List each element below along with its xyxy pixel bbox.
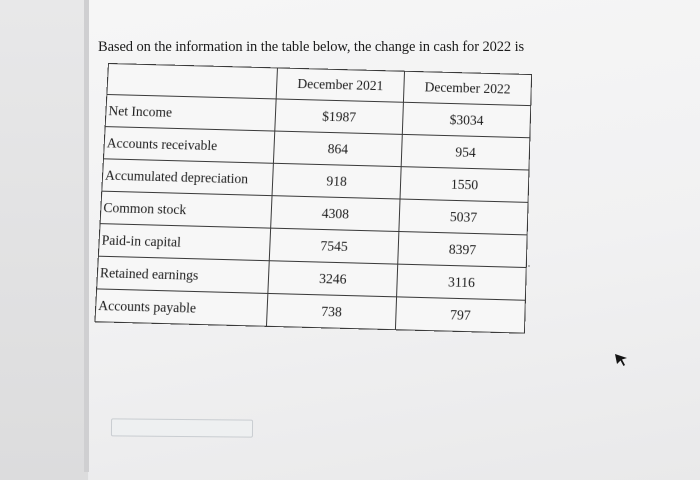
table-header-dec-2022: December 2022 xyxy=(403,71,531,105)
cell-dec-2022: $3034 xyxy=(402,102,530,137)
answer-input[interactable] xyxy=(111,418,253,437)
row-label: Accumulated depreciation xyxy=(102,159,274,196)
cell-dec-2022: 8397 xyxy=(398,232,527,268)
row-label: Paid-in capital xyxy=(98,224,270,261)
cell-dec-2022: 3116 xyxy=(397,264,527,300)
row-label: Net Income xyxy=(105,94,276,131)
row-label: Common stock xyxy=(100,191,272,228)
mouse-pointer-icon xyxy=(614,353,628,367)
cell-dec-2021: 738 xyxy=(266,293,396,329)
cell-dec-2021: $1987 xyxy=(275,99,404,134)
row-label: Retained earnings xyxy=(97,256,270,293)
row-label: Accounts payable xyxy=(95,289,268,326)
dust-speck xyxy=(528,265,530,267)
cell-dec-2021: 3246 xyxy=(268,261,398,297)
table-header-corner xyxy=(107,64,278,99)
left-margin xyxy=(0,0,88,480)
cell-dec-2021: 918 xyxy=(272,163,401,199)
row-label: Accounts receivable xyxy=(103,127,274,164)
cell-dec-2022: 5037 xyxy=(399,199,528,235)
financial-data-table xyxy=(94,63,532,334)
cell-dec-2021: 7545 xyxy=(269,228,399,264)
cell-dec-2022: 1550 xyxy=(400,167,529,203)
cell-dec-2021: 4308 xyxy=(271,196,400,232)
cell-dec-2022: 954 xyxy=(401,134,530,170)
question-text: Based on the information in the table below, the change in cash for 2022 is xyxy=(98,39,525,55)
cell-dec-2022: 797 xyxy=(395,297,525,333)
table-header-dec-2021: December 2021 xyxy=(276,68,404,102)
cell-dec-2021: 864 xyxy=(273,131,402,167)
